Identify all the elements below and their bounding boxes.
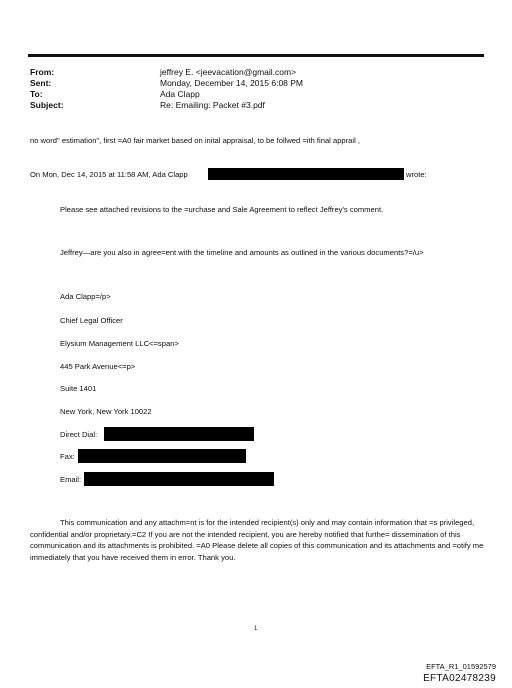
- to-value: Ada Clapp: [160, 89, 200, 99]
- signature-company: Elysium Management LLC<=span>: [60, 339, 179, 348]
- reply-text: no word" estimation", first =A0 fair market based on inital appraisal, to be follwed =ith final apprail ,: [30, 136, 360, 145]
- signature-address-1: 445 Park Avenue<=p>: [60, 362, 136, 371]
- from-row: [30, 67, 297, 78]
- sent-value: Monday, December 14, 2015 6:08 PM: [160, 78, 304, 88]
- to-row: [30, 89, 200, 100]
- signature-title: Chief Legal Officer: [60, 316, 123, 325]
- paragraph-agreement: Jeffrey—are you also in agree=ent with the timeline and amounts as outlined in the various documents?=/u>: [60, 248, 424, 257]
- quote-wrote: wrote:: [406, 170, 427, 179]
- sent-label: Sent:: [30, 78, 52, 88]
- email-label: Email:: [60, 475, 82, 484]
- confidentiality-disclaimer: This communication and any attachm=nt is for the intended recipient(s) only and may contain information that =s privileged, confidential and/or proprietary.=C2 If you are not the intended recipient, you are hereby notified that furthe= dissemination of this communication and its attachments is prohibited. =A0 Please delete all copies of this communication and its attachments and =otify me immediately that you have received them in error. Thank you.: [30, 518, 484, 562]
- subject-label: Subject:: [30, 100, 64, 110]
- to-label: To:: [30, 89, 43, 99]
- subject-value: Re: Emailing: Packet #3.pdf: [160, 100, 265, 110]
- quote-intro: On Mon, Dec 14, 2015 at 11:58 AM, Ada Clapp: [30, 170, 188, 179]
- bates-number-secondary: EFTA02478239: [423, 673, 496, 684]
- page-number: 1: [254, 626, 258, 632]
- redaction-bar: [104, 427, 254, 441]
- sent-row: [30, 78, 304, 89]
- paragraph-revisions: Please see attached revisions to the =urchase and Sale Agreement to reflect Jeffrey's comment.: [60, 205, 384, 214]
- subject-row: [30, 100, 265, 111]
- direct-dial-label: Direct Dial:: [60, 430, 98, 439]
- from-value: jeffrey E. <jeevacation@gmail.com>: [160, 67, 297, 77]
- redaction-bar: [78, 449, 246, 463]
- fax-label: Fax:: [60, 452, 75, 461]
- redaction-bar: [208, 168, 404, 180]
- from-label: From:: [30, 67, 55, 77]
- signature-address-2: Suite 1401: [60, 384, 97, 393]
- header-rule: [28, 54, 484, 57]
- signature-name: Ada Clapp=/p>: [60, 292, 111, 301]
- signature-city: New York, New York 10022: [60, 407, 152, 416]
- redaction-bar: [84, 472, 274, 486]
- bates-number-primary: EFTA_R1_01592579: [426, 662, 496, 671]
